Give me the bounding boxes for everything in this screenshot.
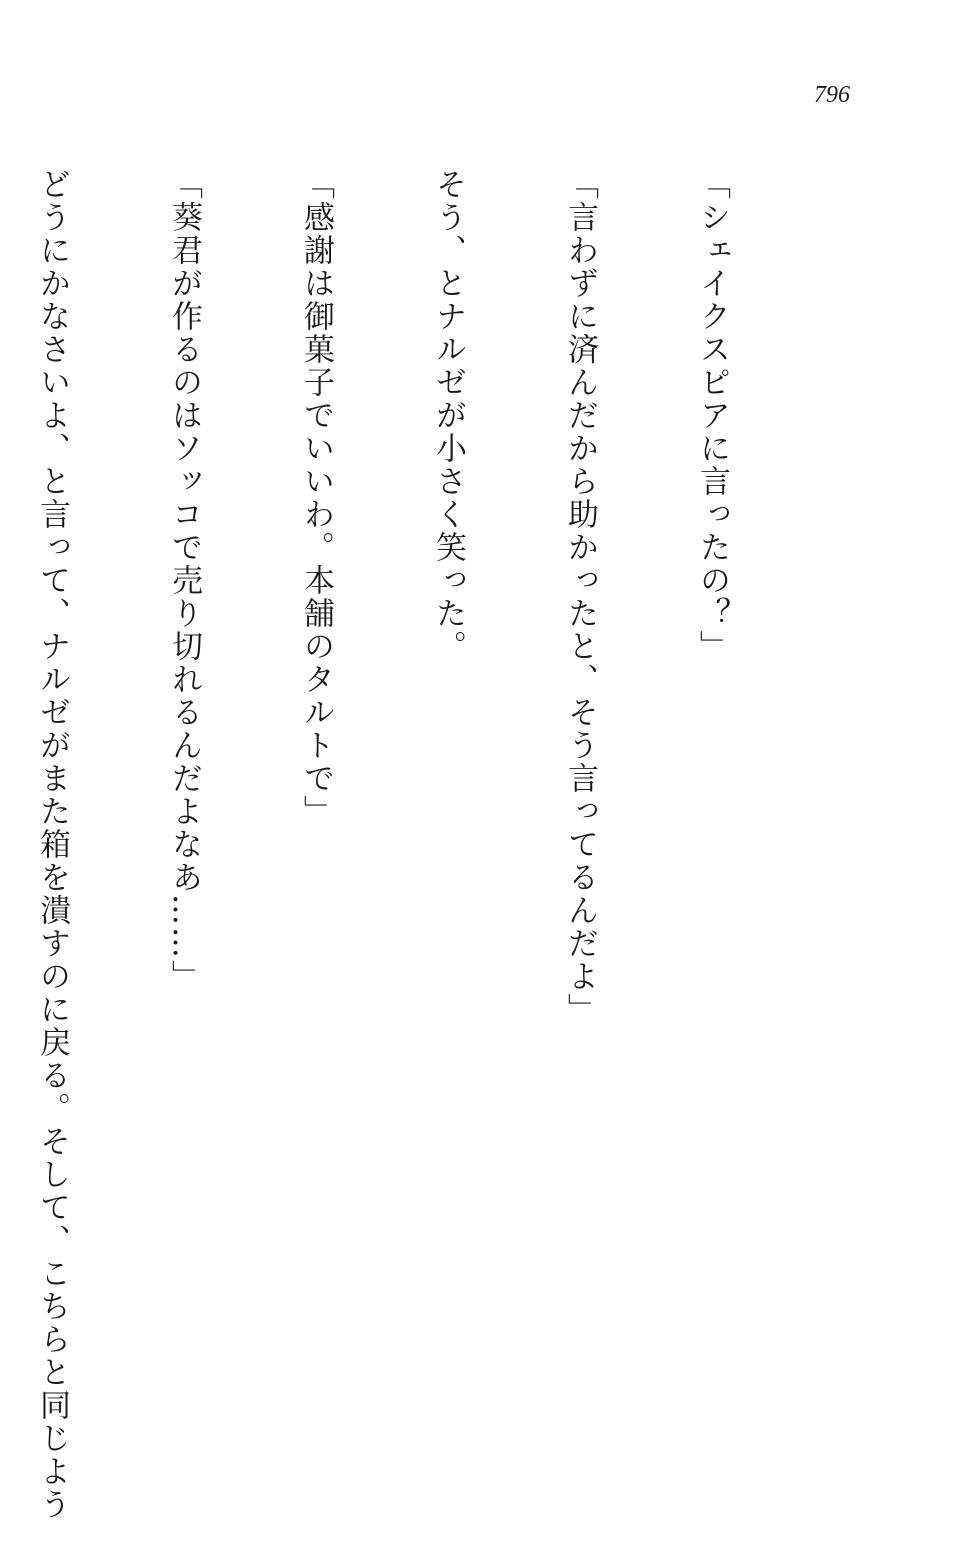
line-text: 「言わずに済んだから助かったと、そう言ってるんだよ」 xyxy=(562,168,598,1026)
text-line xyxy=(162,168,206,1418)
text-line xyxy=(558,168,602,1418)
page-number: 796 xyxy=(814,82,850,108)
line-text: そう、とナルゼが小さく笑った。 xyxy=(430,168,466,663)
line-text: どうにかなさいよ、と言って、ナルゼがまた箱を潰すのに戻る。そして、こちらと同じよう xyxy=(34,168,70,1521)
text-line xyxy=(426,168,470,1418)
line-text: 「シェイクスピアに言ったの？」 xyxy=(694,168,730,663)
line-text: 「葵君が作るのはソッコで売り切れるんだよなあ……」 xyxy=(166,168,202,993)
text-line xyxy=(690,168,734,1418)
text-line xyxy=(30,168,74,1521)
line-text: 「感謝は御菓子でいいわ。本舗のタルトで」 xyxy=(298,168,334,828)
text-line xyxy=(294,168,338,1418)
body-text xyxy=(34,168,822,1521)
